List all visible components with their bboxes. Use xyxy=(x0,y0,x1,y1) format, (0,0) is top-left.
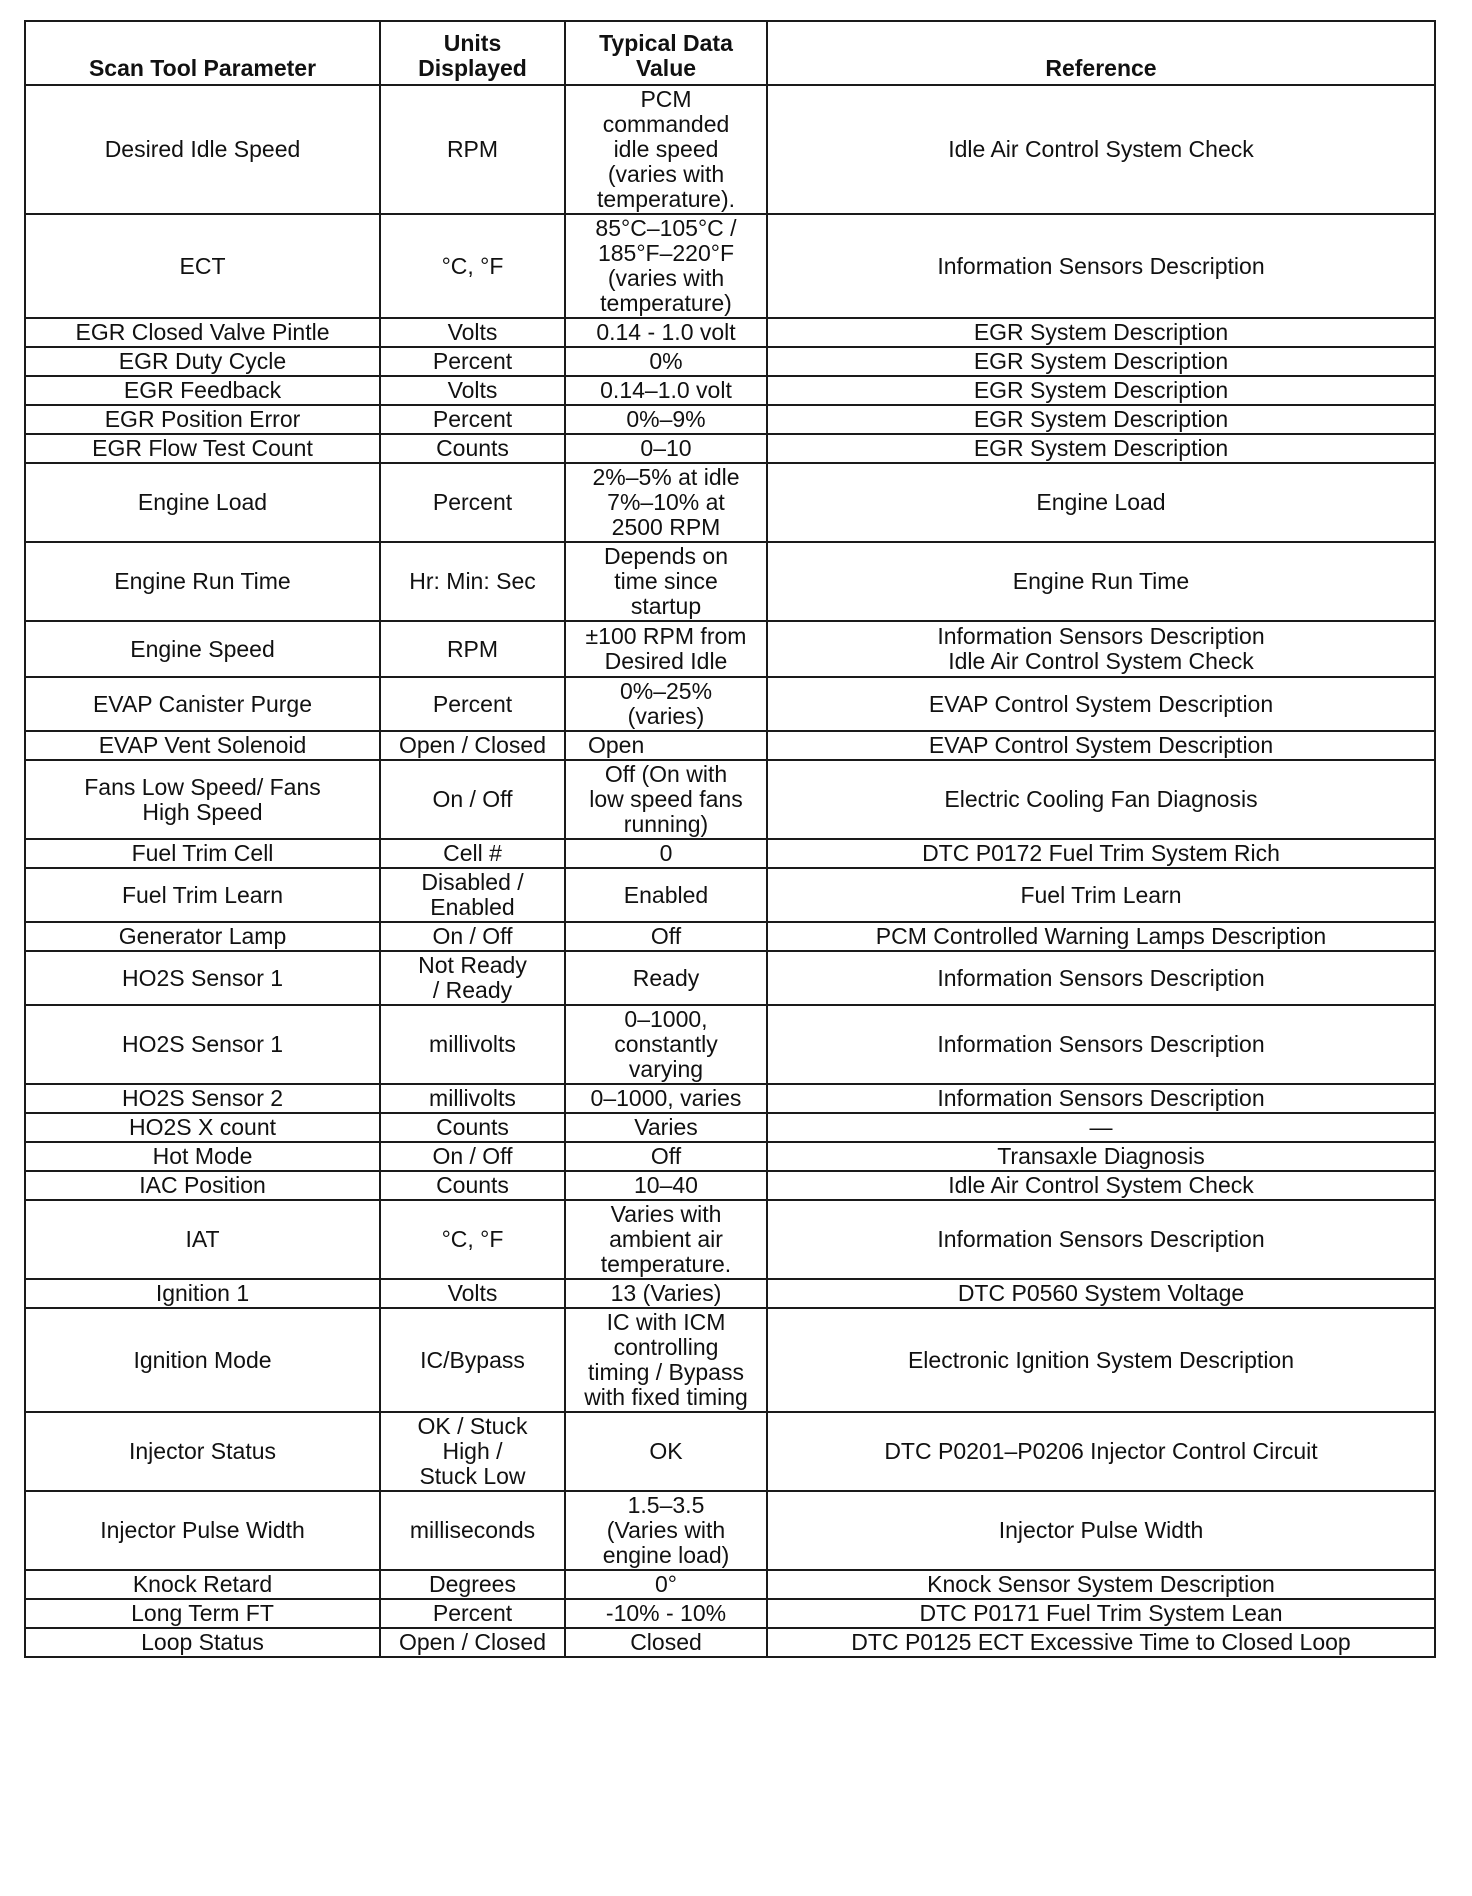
cell-units: Volts xyxy=(380,318,565,347)
cell-value: 0%–9% xyxy=(565,405,767,434)
cell-parameter: Ignition 1 xyxy=(25,1279,380,1308)
cell-units: Volts xyxy=(380,1279,565,1308)
cell-value: 85°C–105°C / 185°F–220°F (varies with temperature) xyxy=(565,214,767,318)
cell-value: 0 xyxy=(565,839,767,868)
table-row xyxy=(25,760,1435,839)
cell-value: PCM commanded idle speed (varies with temperature). xyxy=(565,85,767,214)
cell-reference: EGR System Description xyxy=(767,405,1435,434)
cell-reference: Fuel Trim Learn xyxy=(767,868,1435,922)
cell-reference: EVAP Control System Description xyxy=(767,731,1435,760)
cell-reference: Information Sensors Description xyxy=(767,1084,1435,1113)
cell-parameter: Engine Run Time xyxy=(25,542,380,621)
table-row xyxy=(25,1084,1435,1113)
cell-reference: Electric Cooling Fan Diagnosis xyxy=(767,760,1435,839)
cell-parameter: Injector Pulse Width xyxy=(25,1491,380,1570)
cell-reference: EGR System Description xyxy=(767,376,1435,405)
table-row xyxy=(25,85,1435,214)
cell-value: 10–40 xyxy=(565,1171,767,1200)
cell-reference: DTC P0125 ECT Excessive Time to Closed Loop xyxy=(767,1628,1435,1657)
cell-units: Counts xyxy=(380,434,565,463)
cell-parameter: Knock Retard xyxy=(25,1570,380,1599)
cell-parameter: Hot Mode xyxy=(25,1142,380,1171)
cell-value: Varies with ambient air temperature. xyxy=(565,1200,767,1279)
cell-parameter: Fuel Trim Cell xyxy=(25,839,380,868)
cell-reference: EGR System Description xyxy=(767,318,1435,347)
cell-units: On / Off xyxy=(380,922,565,951)
cell-parameter: Long Term FT xyxy=(25,1599,380,1628)
cell-units: Hr: Min: Sec xyxy=(380,542,565,621)
cell-value: ±100 RPM from Desired Idle xyxy=(565,621,767,677)
cell-reference: — xyxy=(767,1113,1435,1142)
cell-reference: Idle Air Control System Check xyxy=(767,85,1435,214)
cell-reference: Engine Load xyxy=(767,463,1435,542)
cell-units: Open / Closed xyxy=(380,731,565,760)
cell-units: Percent xyxy=(380,405,565,434)
table-row xyxy=(25,839,1435,868)
table-row xyxy=(25,214,1435,318)
cell-units: milliseconds xyxy=(380,1491,565,1570)
cell-units: RPM xyxy=(380,85,565,214)
cell-parameter: HO2S X count xyxy=(25,1113,380,1142)
scan-tool-data-table xyxy=(24,20,1436,1658)
cell-parameter: EGR Feedback xyxy=(25,376,380,405)
cell-parameter: Injector Status xyxy=(25,1412,380,1491)
cell-parameter: Engine Load xyxy=(25,463,380,542)
scan-tool-data-sheet xyxy=(24,20,1434,1658)
cell-parameter: ECT xyxy=(25,214,380,318)
cell-value: 0.14–1.0 volt xyxy=(565,376,767,405)
cell-units: Degrees xyxy=(380,1570,565,1599)
cell-units: OK / Stuck High / Stuck Low xyxy=(380,1412,565,1491)
cell-value: Enabled xyxy=(565,868,767,922)
cell-reference: Information Sensors Description xyxy=(767,1200,1435,1279)
cell-parameter: HO2S Sensor 1 xyxy=(25,951,380,1005)
table-row xyxy=(25,405,1435,434)
cell-units: millivolts xyxy=(380,1005,565,1084)
cell-parameter: EGR Closed Valve Pintle xyxy=(25,318,380,347)
cell-reference: Injector Pulse Width xyxy=(767,1491,1435,1570)
cell-value: Open xyxy=(565,731,767,760)
cell-value: Ready xyxy=(565,951,767,1005)
cell-value: 0–1000, varies xyxy=(565,1084,767,1113)
cell-parameter: Ignition Mode xyxy=(25,1308,380,1412)
cell-parameter: IAC Position xyxy=(25,1171,380,1200)
header-units-displayed: Units Displayed xyxy=(380,21,565,85)
cell-reference: PCM Controlled Warning Lamps Description xyxy=(767,922,1435,951)
cell-parameter: Loop Status xyxy=(25,1628,380,1657)
header-reference: Reference xyxy=(767,21,1435,85)
cell-parameter: Fuel Trim Learn xyxy=(25,868,380,922)
cell-units: °C, °F xyxy=(380,214,565,318)
cell-reference: Information Sensors Description xyxy=(767,951,1435,1005)
cell-value: OK xyxy=(565,1412,767,1491)
cell-units: Not Ready / Ready xyxy=(380,951,565,1005)
table-row xyxy=(25,434,1435,463)
cell-parameter: HO2S Sensor 2 xyxy=(25,1084,380,1113)
table-row xyxy=(25,1412,1435,1491)
table-body xyxy=(25,85,1435,1657)
cell-units: Disabled / Enabled xyxy=(380,868,565,922)
cell-units: IC/Bypass xyxy=(380,1308,565,1412)
table-row xyxy=(25,1113,1435,1142)
cell-parameter: EVAP Canister Purge xyxy=(25,677,380,731)
table-row xyxy=(25,376,1435,405)
cell-parameter: EGR Position Error xyxy=(25,405,380,434)
cell-parameter: HO2S Sensor 1 xyxy=(25,1005,380,1084)
table-row xyxy=(25,463,1435,542)
cell-units: Percent xyxy=(380,1599,565,1628)
cell-units: Percent xyxy=(380,347,565,376)
cell-units: On / Off xyxy=(380,1142,565,1171)
cell-units: RPM xyxy=(380,621,565,677)
cell-parameter: Desired Idle Speed xyxy=(25,85,380,214)
cell-value: 0.14 - 1.0 volt xyxy=(565,318,767,347)
table-header-row xyxy=(25,21,1435,85)
cell-reference: Information Sensors Description Idle Air Control System Check xyxy=(767,621,1435,677)
table-row xyxy=(25,922,1435,951)
table-row xyxy=(25,1491,1435,1570)
table-row xyxy=(25,951,1435,1005)
cell-reference: Information Sensors Description xyxy=(767,1005,1435,1084)
cell-parameter: IAT xyxy=(25,1200,380,1279)
cell-units: Percent xyxy=(380,677,565,731)
table-row xyxy=(25,1171,1435,1200)
cell-reference: EVAP Control System Description xyxy=(767,677,1435,731)
cell-reference: DTC P0201–P0206 Injector Control Circuit xyxy=(767,1412,1435,1491)
cell-parameter: EVAP Vent Solenoid xyxy=(25,731,380,760)
cell-units: millivolts xyxy=(380,1084,565,1113)
cell-value: Off xyxy=(565,1142,767,1171)
cell-value: 0° xyxy=(565,1570,767,1599)
table-row xyxy=(25,731,1435,760)
cell-value: Varies xyxy=(565,1113,767,1142)
cell-parameter: Engine Speed xyxy=(25,621,380,677)
cell-units: Cell # xyxy=(380,839,565,868)
cell-value: 13 (Varies) xyxy=(565,1279,767,1308)
cell-value: Off (On with low speed fans running) xyxy=(565,760,767,839)
cell-parameter: Fans Low Speed/ Fans High Speed xyxy=(25,760,380,839)
cell-reference: DTC P0560 System Voltage xyxy=(767,1279,1435,1308)
cell-units: Counts xyxy=(380,1113,565,1142)
cell-reference: Knock Sensor System Description xyxy=(767,1570,1435,1599)
table-row xyxy=(25,1005,1435,1084)
cell-reference: Information Sensors Description xyxy=(767,214,1435,318)
table-row xyxy=(25,347,1435,376)
cell-value: Closed xyxy=(565,1628,767,1657)
table-row xyxy=(25,542,1435,621)
cell-value: 0–1000, constantly varying xyxy=(565,1005,767,1084)
cell-reference: DTC P0172 Fuel Trim System Rich xyxy=(767,839,1435,868)
cell-reference: Engine Run Time xyxy=(767,542,1435,621)
cell-value: Depends on time since startup xyxy=(565,542,767,621)
cell-value: IC with ICM controlling timing / Bypass with fixed timing xyxy=(565,1308,767,1412)
cell-parameter: EGR Duty Cycle xyxy=(25,347,380,376)
cell-units: Volts xyxy=(380,376,565,405)
cell-units: Percent xyxy=(380,463,565,542)
cell-units: °C, °F xyxy=(380,1200,565,1279)
table-row xyxy=(25,1142,1435,1171)
table-row xyxy=(25,1279,1435,1308)
cell-value: 0% xyxy=(565,347,767,376)
cell-value: Off xyxy=(565,922,767,951)
table-row xyxy=(25,1308,1435,1412)
cell-units: On / Off xyxy=(380,760,565,839)
header-typical-data-value: Typical Data Value xyxy=(565,21,767,85)
cell-value: 0–10 xyxy=(565,434,767,463)
table-row xyxy=(25,1599,1435,1628)
cell-value: -10% - 10% xyxy=(565,1599,767,1628)
cell-units: Counts xyxy=(380,1171,565,1200)
table-row xyxy=(25,621,1435,677)
cell-units: Open / Closed xyxy=(380,1628,565,1657)
table-row xyxy=(25,1570,1435,1599)
cell-reference: Transaxle Diagnosis xyxy=(767,1142,1435,1171)
table-row xyxy=(25,677,1435,731)
cell-parameter: Generator Lamp xyxy=(25,922,380,951)
cell-reference: EGR System Description xyxy=(767,347,1435,376)
cell-parameter: EGR Flow Test Count xyxy=(25,434,380,463)
cell-value: 0%–25% (varies) xyxy=(565,677,767,731)
cell-reference: DTC P0171 Fuel Trim System Lean xyxy=(767,1599,1435,1628)
cell-reference: Electronic Ignition System Description xyxy=(767,1308,1435,1412)
header-scan-tool-parameter: Scan Tool Parameter xyxy=(25,21,380,85)
cell-value: 1.5–3.5 (Varies with engine load) xyxy=(565,1491,767,1570)
table-row xyxy=(25,318,1435,347)
cell-value: 2%–5% at idle 7%–10% at 2500 RPM xyxy=(565,463,767,542)
cell-reference: EGR System Description xyxy=(767,434,1435,463)
cell-reference: Idle Air Control System Check xyxy=(767,1171,1435,1200)
table-row xyxy=(25,868,1435,922)
table-row xyxy=(25,1200,1435,1279)
table-row xyxy=(25,1628,1435,1657)
